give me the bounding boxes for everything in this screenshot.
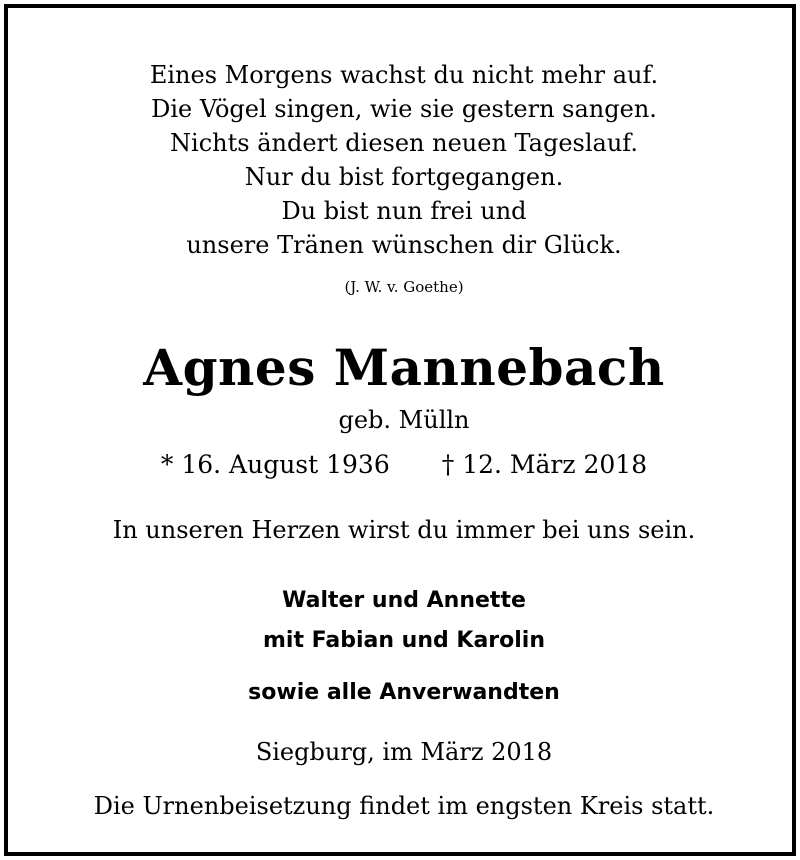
poem-line-2: Die Vögel singen, wie sie gestern sangen.: [151, 95, 657, 123]
poem-line-1: Eines Morgens wachst du nicht mehr auf.: [149, 61, 659, 89]
mourners-line-1: Walter und Annette: [282, 588, 526, 613]
poem-line-4: Nur du bist fortgegangen.: [244, 163, 564, 191]
deceased-name: Agnes Mannebach: [143, 338, 665, 397]
poem-line-6: unsere Tränen wünschen dir Glück.: [186, 231, 622, 259]
place-date: Siegburg, im März 2018: [255, 738, 553, 766]
funeral-note: Die Urnenbeisetzung findet im engsten Kreis statt.: [93, 792, 715, 820]
poem-line-3: Nichts ändert diesen neuen Tageslauf.: [170, 129, 638, 157]
birth-date: * 16. August 1936: [160, 450, 390, 479]
life-dates: [8, 450, 800, 479]
poem-line-5: Du bist nun frei und: [281, 197, 527, 225]
death-date: † 12. März 2018: [441, 450, 648, 479]
obituary-frame: [4, 4, 796, 856]
poem-author: (J. W. v. Goethe): [344, 278, 464, 296]
motto: In unseren Herzen wirst du immer bei uns sein.: [112, 516, 696, 544]
mourners-line-2: mit Fabian und Karolin: [262, 628, 545, 653]
mourners-line-3: sowie alle Anverwandten: [248, 680, 560, 705]
maiden-name: geb. Mülln: [338, 406, 470, 434]
